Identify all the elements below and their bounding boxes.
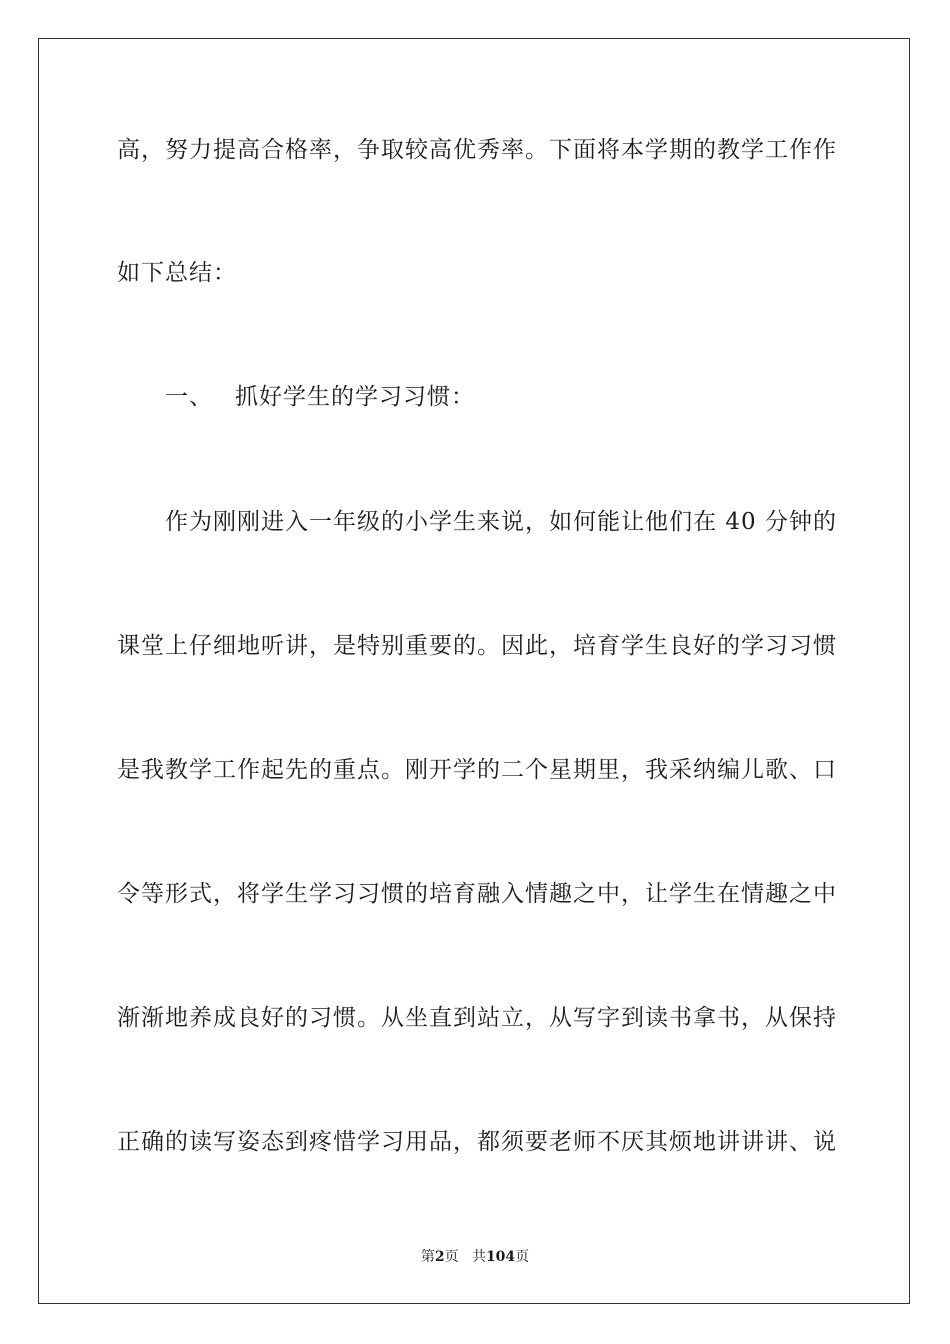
total-pages: 104 — [485, 1249, 516, 1265]
section-title: 抓好学生的学习习惯： — [235, 384, 475, 410]
body-line-5: 是我教学工作起先的重点。刚开学的二个星期里，我采纳编儿歌、口 — [117, 757, 837, 783]
page-number: 2 — [434, 1249, 445, 1265]
page-footer — [0, 1247, 950, 1267]
section-heading — [165, 381, 475, 413]
body-line-2: 如下总结： — [117, 260, 237, 286]
page-suffix: 页 — [444, 1249, 459, 1265]
total-suffix: 页 — [515, 1249, 530, 1265]
body-line-8: 正确的读写姿态到疼惜学习用品，都须要老师不厌其烦地讲讲讲、说 — [117, 1129, 837, 1155]
page-border — [38, 38, 910, 1304]
total-prefix: 共 — [471, 1249, 486, 1265]
body-line-7: 渐渐地养成良好的习惯。从坐直到站立，从写字到读书拿书，从保持 — [117, 1005, 837, 1031]
body-line-1: 高，努力提高合格率，争取较高优秀率。下面将本学期的教学工作作 — [117, 137, 837, 163]
body-line-6: 令等形式，将学生学习习惯的培育融入情趣之中，让学生在情趣之中 — [117, 881, 837, 907]
page-prefix: 第 — [420, 1249, 435, 1265]
body-line-3: 作为刚刚进入一年级的小学生来说，如何能让他们在 40 分钟的 — [165, 509, 837, 535]
section-number: 一、 — [165, 384, 213, 410]
body-line-4: 课堂上仔细地听讲，是特别重要的。因此，培育学生良好的学习习惯 — [117, 633, 837, 659]
